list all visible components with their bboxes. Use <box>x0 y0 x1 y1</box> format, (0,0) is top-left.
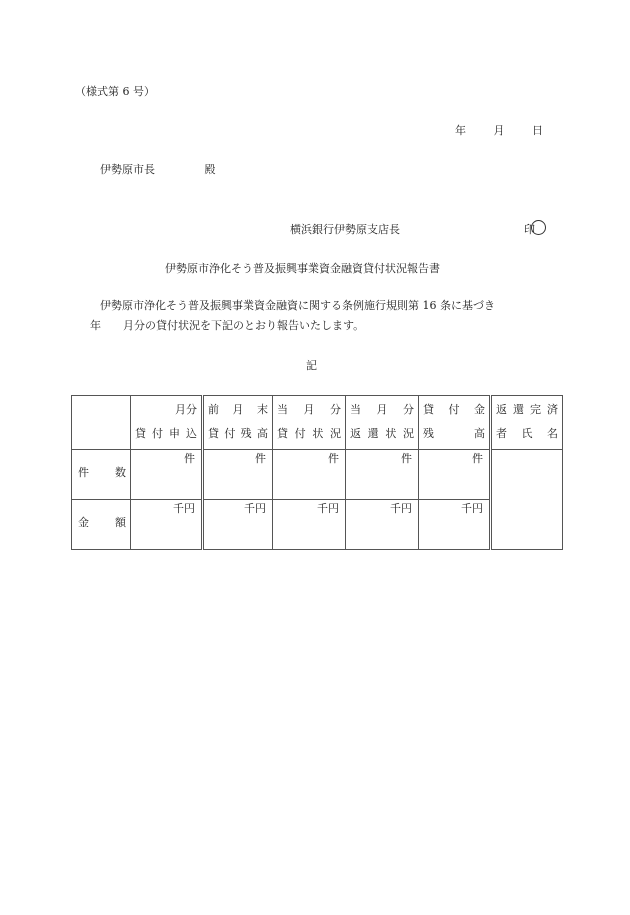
row-label-amount: 金 額 <box>72 500 131 550</box>
sender-name: 横浜銀行伊勢原支店長 <box>290 223 400 236</box>
header-loan-balance: 貸 付 金 残 高 <box>419 396 491 450</box>
date-line <box>455 124 543 138</box>
header-repaid-names: 返 還 完 済 者 氏 名 <box>491 396 563 450</box>
row-label-count: 件 数 <box>72 450 131 500</box>
table-row-amount <box>72 500 563 550</box>
body-line-1: 伊勢原市浄化そう普及振興事業資金融資に関する条例施行規則第 16 条に基づき <box>100 299 495 312</box>
cell-count-loan-status[interactable]: 件 <box>273 450 346 500</box>
cell-count-application[interactable]: 件 <box>131 450 203 500</box>
cell-repaid-names[interactable] <box>491 450 563 550</box>
cell-count-repayment[interactable]: 件 <box>346 450 419 500</box>
cell-amount-loan-status[interactable]: 千円 <box>273 500 346 550</box>
seal-circle-icon <box>531 220 546 235</box>
report-table <box>71 395 563 550</box>
header-loan-status: 当 月 分 貸 付 状 況 <box>273 396 346 450</box>
addressee <box>100 163 216 177</box>
header-repayment-status: 当 月 分 返 還 状 況 <box>346 396 419 450</box>
addressee-name: 伊勢原市長 <box>100 163 155 176</box>
cell-amount-prev-balance[interactable]: 千円 <box>203 500 273 550</box>
addressee-honorific: 殿 <box>204 163 216 176</box>
header-prev-balance: 前 月 末 貸 付 残 高 <box>203 396 273 450</box>
table-header-row <box>72 396 563 450</box>
header-corner <box>72 396 131 450</box>
cell-amount-application[interactable]: 千円 <box>131 500 203 550</box>
ki-heading: 記 <box>306 359 317 372</box>
table-row-count <box>72 450 563 500</box>
cell-amount-balance[interactable]: 千円 <box>419 500 491 550</box>
cell-count-balance[interactable]: 件 <box>419 450 491 500</box>
date-month: 月 <box>493 124 505 137</box>
cell-amount-repayment[interactable]: 千円 <box>346 500 419 550</box>
date-year: 年 <box>455 124 466 137</box>
document-title: 伊勢原市浄化そう普及振興事業資金融資貸付状況報告書 <box>165 262 440 275</box>
date-day: 日 <box>532 124 543 137</box>
header-application: 月分 貸 付 申 込 <box>131 396 203 450</box>
form-number: （様式第 6 号） <box>75 85 155 98</box>
cell-count-prev-balance[interactable]: 件 <box>203 450 273 500</box>
seal-mark: 印 <box>524 223 535 236</box>
body-line-2: 年 月分の貸付状況を下記のとおり報告いたします。 <box>90 319 365 332</box>
